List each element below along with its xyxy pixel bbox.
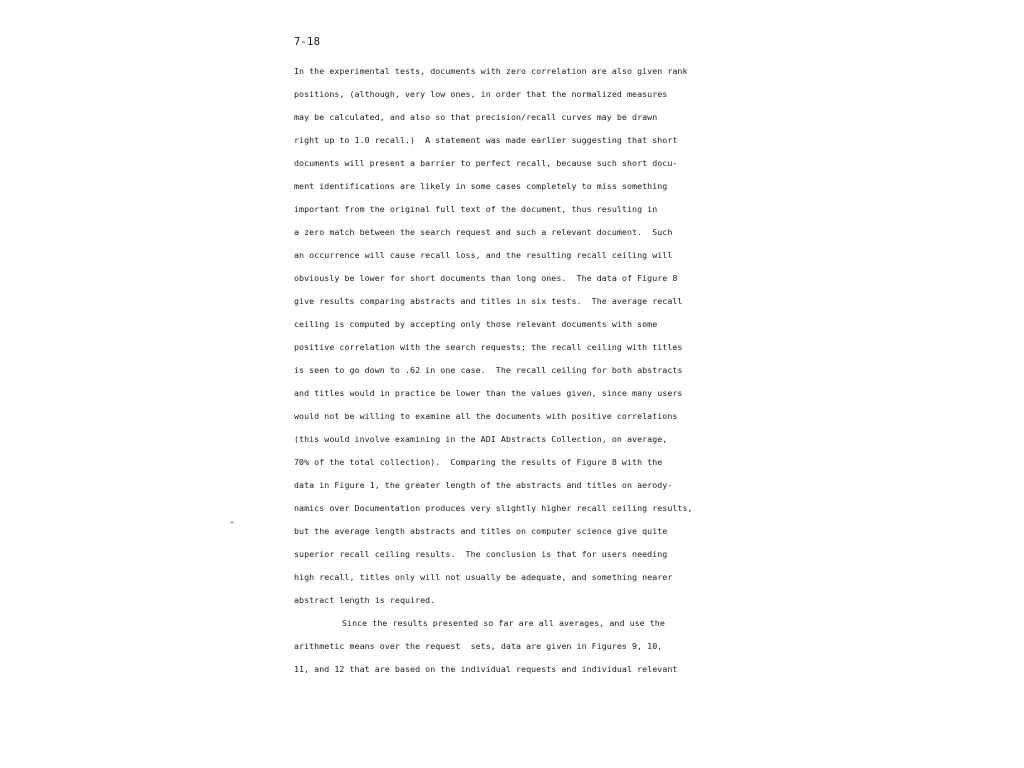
- text-line: In the experimental tests, documents with zero correlation are also given rank: [294, 66, 688, 76]
- text-line: important from the original full text of the document, thus resulting in: [294, 204, 658, 214]
- paragraph-start-line: Since the results presented so far are all averages, and use the: [342, 618, 665, 628]
- text-line: data in Figure 1, the greater length of the abstracts and titles on aerody-: [294, 480, 673, 490]
- text-line: high recall, titles only will not usually be adequate, and something nearer: [294, 572, 673, 582]
- text-line: give results comparing abstracts and titles in six tests. The average recall: [294, 296, 683, 306]
- text-line: 70% of the total collection). Comparing the results of Figure 8 with the: [294, 457, 663, 467]
- text-line: positive correlation with the search requests; the recall ceiling with titles: [294, 342, 683, 352]
- text-line: 11, and 12 that are based on the individual requests and individual relevant: [294, 664, 678, 674]
- text-line: abstract length is required.: [294, 595, 436, 605]
- text-line: an occurrence will cause recall loss, and the resulting recall ceiling will: [294, 250, 673, 260]
- text-line: ceiling is computed by accepting only those relevant documents with some: [294, 319, 658, 329]
- margin-mark: ^: [229, 521, 235, 529]
- text-line: may be calculated, and also so that precision/recall curves may be drawn: [294, 112, 658, 122]
- text-line: but the average length abstracts and titles on computer science give quite: [294, 526, 668, 536]
- text-line: superior recall ceiling results. The conclusion is that for users needing: [294, 549, 668, 559]
- text-line: namics over Documentation produces very slightly higher recall ceiling results,: [294, 503, 693, 513]
- text-line: (this would involve examining in the ADI Abstracts Collection, on average,: [294, 434, 668, 444]
- text-line: arithmetic means over the request sets, data are given in Figures 9, 10,: [294, 641, 663, 651]
- body-text: [294, 60, 734, 681]
- text-line: right up to 1.0 recall.) A statement was made earlier suggesting that short: [294, 135, 678, 145]
- text-line: ment identifications are likely in some cases completely to miss something: [294, 181, 668, 191]
- text-line: would not be willing to examine all the documents with positive correlations: [294, 411, 678, 421]
- text-line: obviously be lower for short documents than long ones. The data of Figure 8: [294, 273, 678, 283]
- text-line: positions, (although, very low ones, in order that the normalized measures: [294, 89, 668, 99]
- text-line: a zero match between the search request and such a relevant document. Such: [294, 227, 673, 237]
- page-number: 7-18: [294, 36, 321, 48]
- text-line: is seen to go down to .62 in one case. The recall ceiling for both abstracts: [294, 365, 683, 375]
- text-line: documents will present a barrier to perfect recall, because such short docu-: [294, 158, 678, 168]
- text-line: and titles would in practice be lower than the values given, since many users: [294, 388, 683, 398]
